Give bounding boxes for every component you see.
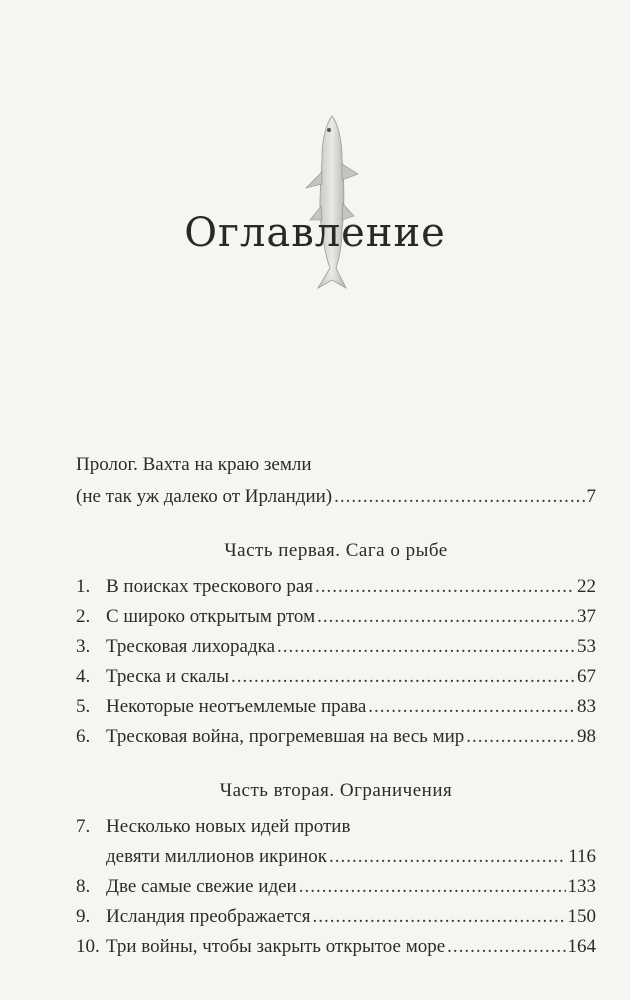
entry-number: 7. [76, 816, 91, 837]
toc-entry[interactable] [76, 572, 596, 602]
leader-dots [334, 482, 584, 512]
page-number: 37 [577, 606, 596, 627]
toc-entry[interactable] [76, 932, 596, 962]
leader-dots [466, 722, 575, 752]
entry-label: Треска и скалы [106, 666, 229, 687]
entry-label: девяти миллионов икринок [106, 846, 327, 867]
leader-dots [368, 692, 575, 722]
entry-number: 8. [76, 876, 91, 897]
leader-dots [317, 602, 575, 632]
page-number: 164 [567, 936, 596, 957]
entry-label: С широко открытым ртом [106, 606, 316, 627]
entry-label: Две самые свежие идеи [106, 876, 297, 897]
toc-entry[interactable] [76, 662, 596, 692]
toc-entry[interactable] [76, 722, 596, 752]
leader-dots [312, 902, 565, 932]
page-number: 22 [577, 576, 596, 597]
table-of-contents [76, 448, 596, 962]
leader-dots [315, 572, 575, 602]
entry-label: Тресковая лихорадка [106, 636, 276, 657]
entry-number: 9. [76, 906, 91, 927]
entry-number: 1. [76, 576, 91, 597]
entry-label: Несколько новых идей против [106, 816, 351, 837]
page-number: 67 [577, 666, 596, 687]
entry-number: 10. [76, 936, 100, 957]
page-number: 98 [577, 726, 596, 747]
entry-number: 3. [76, 636, 91, 657]
entry-number: 6. [76, 726, 91, 747]
entry-number: 5. [76, 696, 91, 717]
part-title: Часть первая. Сага о рыбе [224, 540, 448, 561]
page-number: 83 [577, 696, 596, 717]
page-number: 116 [568, 846, 596, 867]
entry-label: Некоторые неотъемлемые права [106, 696, 367, 717]
prologue-line1: Пролог. Вахта на краю земли [76, 454, 312, 475]
toc-entry[interactable] [76, 902, 596, 932]
page-title: Оглавление [184, 210, 446, 256]
part-title: Часть вторая. Ограничения [219, 780, 453, 801]
toc-entry[interactable] [76, 842, 596, 872]
leader-dots [447, 932, 565, 962]
entry-label: Исландия преображается [106, 906, 311, 927]
toc-entry[interactable] [76, 692, 596, 722]
leader-dots [231, 662, 575, 692]
fish-illustration [292, 112, 372, 292]
entry-number: 4. [76, 666, 91, 687]
toc-entry[interactable] [76, 632, 596, 662]
leader-dots [277, 632, 575, 662]
page-number: 53 [577, 636, 596, 657]
entry-label: Три войны, чтобы закрыть открытое море [106, 936, 446, 957]
toc-entry-line1[interactable] [76, 812, 596, 842]
prologue-entry[interactable] [76, 482, 596, 512]
toc-entry[interactable] [76, 602, 596, 632]
page-number: 133 [567, 876, 596, 897]
page-number: 7 [586, 486, 596, 507]
leader-dots [329, 842, 566, 872]
entry-label: В поисках трескового рая [106, 576, 314, 597]
leader-dots [299, 872, 566, 902]
page-number: 150 [567, 906, 596, 927]
toc-entry[interactable] [76, 872, 596, 902]
entry-label: Тресковая война, прогремевшая на весь мир [106, 726, 465, 747]
entry-number: 2. [76, 606, 91, 627]
prologue-line2: (не так уж далеко от Ирландии) [76, 486, 333, 507]
